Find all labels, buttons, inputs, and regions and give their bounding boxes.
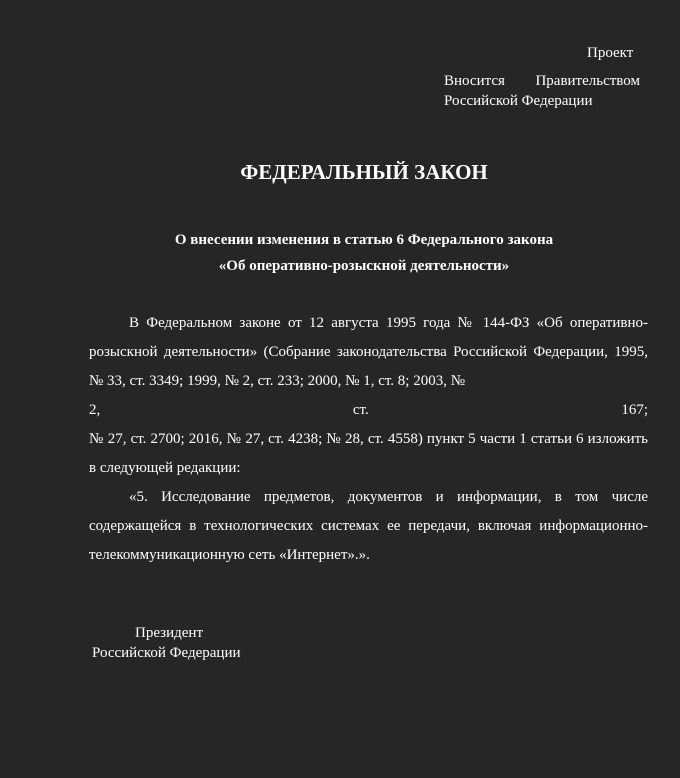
subtitle-line-2: «Об оперативно-розыскной деятельности» bbox=[218, 258, 510, 274]
signature-title: Президент bbox=[135, 625, 203, 641]
introduced-word: Вносится bbox=[444, 73, 505, 89]
spread-token-2: ст. bbox=[352, 402, 369, 418]
body-paragraph-1-spread-line bbox=[89, 396, 648, 425]
document-body bbox=[89, 309, 648, 570]
document-title: ФЕДЕРАЛЬНЫЙ ЗАКОН bbox=[240, 160, 488, 184]
spread-token-1: 2, bbox=[89, 402, 101, 418]
body-paragraph-1: В Федеральном законе от 12 августа 1995 года № 144-ФЗ «Об оперативно-розыскной деятельности» (Собрание законодательства Российской Федерации, 1995, № 33, ст. 3349; 1999, № 2, ст. 233; 2000, № 1, ст. 8; 2003, № bbox=[89, 315, 648, 389]
signature-block bbox=[92, 623, 241, 663]
body-paragraph-1-continued: № 27, ст. 2700; 2016, № 27, ст. 4238; № 28, ст. 4558) пункт 5 части 1 статьи 6 изложить в следующей редакции: bbox=[89, 431, 648, 476]
spread-token-3: 167; bbox=[621, 402, 648, 418]
government-word: Правительством bbox=[535, 73, 640, 89]
russian-federation-line: Российской Федерации bbox=[444, 93, 593, 109]
introduced-by-line bbox=[444, 71, 640, 91]
introduced-by-block bbox=[444, 71, 640, 111]
project-label: Проект bbox=[587, 45, 634, 61]
signature-subtitle: Российской Федерации bbox=[92, 645, 241, 661]
document-subtitle bbox=[0, 227, 680, 279]
subtitle-line-1: О внесении изменения в статью 6 Федерального закона bbox=[174, 232, 554, 248]
body-paragraph-2: «5. Исследование предметов, документов и информации, в том числе содержащейся в технологических системах ее передачи, включая информационно-телекоммуникационную сеть «Интернет».». bbox=[89, 489, 648, 563]
